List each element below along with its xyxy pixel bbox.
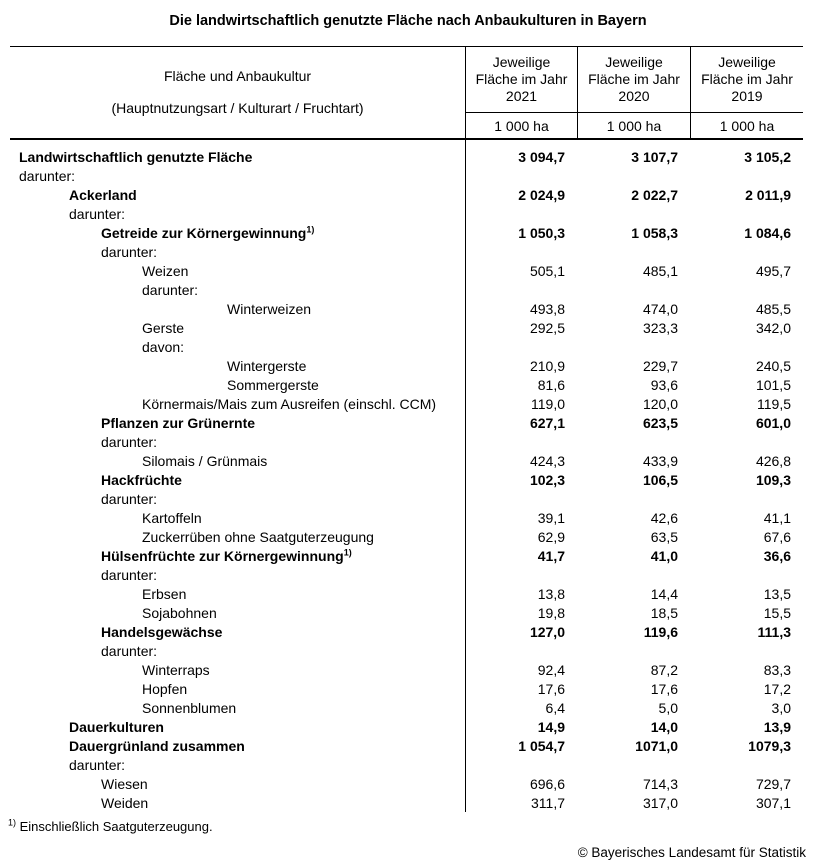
row-value-2020: 317,0 bbox=[642, 794, 678, 811]
header-col-2019-label bbox=[691, 47, 803, 113]
row-value-2019: 101,5 bbox=[755, 376, 791, 393]
table-row bbox=[10, 755, 803, 774]
table-row bbox=[10, 527, 803, 546]
row-label: Hackfrüchte bbox=[101, 471, 182, 488]
row-value-2021: 210,9 bbox=[529, 357, 565, 374]
row-label: Dauergrünland zusammen bbox=[69, 737, 245, 754]
row-label: Sonnenblumen bbox=[142, 699, 237, 716]
row-value-2019: 41,1 bbox=[763, 509, 791, 526]
row-value-2021: 493,8 bbox=[529, 300, 565, 317]
row-label: darunter: bbox=[69, 205, 126, 222]
unit-cell-2021: 1 000 ha bbox=[494, 117, 549, 134]
row-value-2021: 292,5 bbox=[529, 319, 565, 336]
row-value-2019: 240,5 bbox=[755, 357, 791, 374]
header-col-2020 bbox=[577, 47, 690, 138]
table-row bbox=[10, 280, 803, 299]
header-col1-line1: Fläche und Anbaukultur bbox=[163, 68, 312, 84]
row-value-2019: 485,5 bbox=[755, 300, 791, 317]
row-value-2020: 42,6 bbox=[650, 509, 678, 526]
row-label: Sommergerste bbox=[227, 376, 319, 393]
table-row bbox=[10, 584, 803, 603]
row-label: darunter: bbox=[101, 243, 158, 260]
row-value-2020: 229,7 bbox=[642, 357, 678, 374]
row-value-2020: 3 107,7 bbox=[631, 148, 678, 165]
table-row bbox=[10, 641, 803, 660]
row-label: darunter: bbox=[101, 642, 158, 659]
row-value-2019: 495,7 bbox=[755, 262, 791, 279]
table-row bbox=[10, 223, 803, 242]
footnote-text: Einschließlich Saatguterzeugung. bbox=[16, 819, 213, 834]
header-2019-line2: Fläche im Jahr bbox=[701, 71, 793, 87]
row-label: davon: bbox=[142, 338, 185, 355]
row-label: darunter: bbox=[142, 281, 199, 298]
row-label: Gerste bbox=[142, 319, 185, 336]
row-value-2020: 106,5 bbox=[642, 471, 678, 488]
row-value-2021: 127,0 bbox=[529, 623, 565, 640]
row-label: Dauerkulturen bbox=[69, 718, 164, 735]
row-label: Landwirtschaftlich genutzte Fläche bbox=[19, 148, 253, 165]
row-label: Wiesen bbox=[101, 775, 148, 792]
row-value-2021: 1 050,3 bbox=[518, 224, 565, 241]
row-value-2020: 93,6 bbox=[650, 376, 678, 393]
table-row bbox=[10, 394, 803, 413]
row-label: Hülsenfrüchte zur Körnergewinnung$^{1)}$ bbox=[101, 547, 352, 564]
row-label: Winterraps bbox=[142, 661, 210, 678]
row-value-2020: 14,4 bbox=[650, 585, 678, 602]
table-row bbox=[10, 679, 803, 698]
row-value-2021: 119,0 bbox=[531, 395, 565, 412]
row-value-2021: 505,1 bbox=[529, 262, 565, 279]
footnote-marker: 1) bbox=[8, 817, 17, 828]
table-row bbox=[10, 318, 803, 337]
header-2019-line1: Jeweilige bbox=[718, 54, 776, 70]
table-row bbox=[10, 622, 803, 641]
row-value-2020: 17,6 bbox=[650, 680, 678, 697]
row-value-2019: 1 084,6 bbox=[744, 224, 791, 241]
page-title: Die landwirtschaftlich genutzte Fläche nach Anbaukulturen in Bayern bbox=[169, 13, 647, 29]
table-body bbox=[10, 140, 803, 812]
row-value-2020: 119,6 bbox=[643, 623, 678, 640]
row-value-2020: 433,9 bbox=[642, 452, 678, 469]
row-value-2021: 17,6 bbox=[537, 680, 565, 697]
row-label: Pflanzen zur Grünernte bbox=[101, 414, 256, 431]
header-2020-year: 2020 bbox=[618, 88, 650, 104]
row-label: Sojabohnen bbox=[142, 604, 217, 621]
table-row bbox=[10, 432, 803, 451]
row-value-2021: 62,9 bbox=[537, 528, 565, 545]
footnote-reference: 1) bbox=[343, 547, 352, 557]
unit-cell-2019: 1 000 ha bbox=[719, 117, 775, 134]
table-row bbox=[10, 204, 803, 223]
table-row bbox=[10, 166, 803, 185]
table-row bbox=[10, 470, 803, 489]
row-value-2019: 729,7 bbox=[755, 775, 791, 792]
row-value-2021: 6,4 bbox=[545, 699, 565, 716]
table-row bbox=[10, 242, 803, 261]
row-value-2019: 13,5 bbox=[763, 585, 791, 602]
row-value-2020: 323,3 bbox=[642, 319, 678, 336]
row-value-2021: 81,6 bbox=[537, 376, 565, 393]
row-label: Weizen bbox=[142, 262, 189, 279]
header-2020-line2: Fläche im Jahr bbox=[588, 71, 680, 87]
table-row bbox=[10, 793, 803, 812]
row-value-2020: 18,5 bbox=[650, 604, 678, 621]
table-header bbox=[10, 46, 803, 140]
row-value-2021: 2 024,9 bbox=[518, 186, 565, 203]
table-row bbox=[10, 546, 803, 565]
row-value-2019: 1079,3 bbox=[748, 737, 791, 754]
row-value-2020: 120,0 bbox=[642, 395, 678, 412]
row-value-2019: 111,3 bbox=[757, 623, 791, 640]
row-label: Ackerland bbox=[69, 186, 137, 203]
header-2021-line2: Fläche im Jahr bbox=[475, 71, 568, 87]
header-2020-line1: Jeweilige bbox=[605, 54, 663, 70]
row-value-2019: 601,0 bbox=[755, 414, 791, 431]
row-value-2021: 102,3 bbox=[529, 471, 565, 488]
row-label: Silomais / Grünmais bbox=[142, 452, 268, 469]
row-value-2019: 3,0 bbox=[771, 699, 791, 716]
row-value-2021: 424,3 bbox=[529, 452, 565, 469]
row-value-2021: 627,1 bbox=[529, 414, 565, 431]
table-row bbox=[10, 147, 803, 166]
row-value-2019: 426,8 bbox=[755, 452, 791, 469]
table-row bbox=[10, 185, 803, 204]
row-label: darunter: bbox=[101, 433, 158, 450]
table-row bbox=[10, 565, 803, 584]
row-value-2020: 87,2 bbox=[650, 661, 678, 678]
row-value-2020: 41,0 bbox=[650, 547, 678, 564]
row-label: Winterweizen bbox=[227, 300, 312, 317]
row-value-2021: 41,7 bbox=[537, 547, 565, 564]
row-value-2020: 1071,0 bbox=[635, 737, 678, 754]
row-value-2021: 696,6 bbox=[529, 775, 565, 792]
table-row bbox=[10, 603, 803, 622]
table-row bbox=[10, 698, 803, 717]
row-value-2021: 39,1 bbox=[537, 509, 565, 526]
row-value-2021: 19,8 bbox=[537, 604, 565, 621]
row-label: Hopfen bbox=[142, 680, 188, 697]
row-label: Zuckerrüben ohne Saatguterzeugung bbox=[142, 528, 374, 545]
table-row bbox=[10, 717, 803, 736]
row-label: darunter: bbox=[69, 756, 126, 773]
row-value-2021: 311,7 bbox=[531, 794, 565, 811]
table-row bbox=[10, 451, 803, 470]
row-label: darunter: bbox=[101, 566, 158, 583]
header-2019-year: 2019 bbox=[731, 88, 763, 104]
header-col-2021-label bbox=[466, 47, 577, 113]
header-col-2019 bbox=[690, 47, 803, 138]
row-value-2019: 83,3 bbox=[763, 661, 791, 678]
row-value-2021: 3 094,7 bbox=[518, 148, 565, 165]
row-value-2019: 119,5 bbox=[757, 395, 791, 412]
row-value-2020: 1 058,3 bbox=[631, 224, 678, 241]
row-value-2020: 623,5 bbox=[642, 414, 678, 431]
row-value-2019: 2 011,9 bbox=[745, 186, 791, 203]
unit-cell-2020: 1 000 ha bbox=[606, 117, 662, 134]
row-label: Kartoffeln bbox=[142, 509, 202, 526]
row-value-2020: 14,0 bbox=[650, 718, 678, 735]
table-row bbox=[10, 413, 803, 432]
table-row bbox=[10, 736, 803, 755]
copyright-notice: © Bayerisches Landesamt für Statistik bbox=[577, 845, 806, 860]
row-value-2020: 485,1 bbox=[642, 262, 678, 279]
row-value-2021: 13,8 bbox=[537, 585, 565, 602]
row-label: darunter: bbox=[101, 490, 158, 507]
row-value-2020: 63,5 bbox=[650, 528, 678, 545]
row-value-2020: 5,0 bbox=[658, 699, 678, 716]
row-value-2019: 15,5 bbox=[763, 604, 791, 621]
row-value-2019: 17,2 bbox=[763, 680, 791, 697]
row-value-2021: 14,9 bbox=[537, 718, 565, 735]
header-col-flaeche-und-anbaukultur bbox=[10, 47, 465, 138]
row-value-2021: 1 054,7 bbox=[518, 737, 565, 754]
row-value-2019: 342,0 bbox=[755, 319, 791, 336]
row-label: Erbsen bbox=[142, 585, 187, 602]
row-label: Wintergerste bbox=[227, 357, 307, 374]
row-label: Weiden bbox=[101, 794, 149, 811]
table-row bbox=[10, 299, 803, 318]
row-label: Handelsgewächse bbox=[101, 623, 223, 640]
row-value-2019: 307,1 bbox=[755, 794, 791, 811]
row-value-2019: 3 105,2 bbox=[744, 148, 791, 165]
row-value-2019: 13,9 bbox=[763, 718, 791, 735]
table-row bbox=[10, 660, 803, 679]
row-value-2019: 67,6 bbox=[763, 528, 791, 545]
table-row bbox=[10, 375, 803, 394]
row-label: darunter: bbox=[19, 167, 76, 184]
row-value-2020: 474,0 bbox=[642, 300, 678, 317]
header-col-2020-label bbox=[578, 47, 690, 113]
row-value-2021: 92,4 bbox=[537, 661, 565, 678]
row-value-2020: 714,3 bbox=[642, 775, 678, 792]
row-value-2019: 36,6 bbox=[763, 547, 791, 564]
table-row bbox=[10, 774, 803, 793]
header-2021-year: 2021 bbox=[505, 88, 538, 104]
statistics-table bbox=[10, 46, 803, 812]
row-label: Getreide zur Körnergewinnung$^{1)}$ bbox=[101, 224, 315, 241]
table-row bbox=[10, 261, 803, 280]
header-2021-line1: Jeweilige bbox=[492, 54, 551, 70]
table-row bbox=[10, 337, 803, 356]
table-row bbox=[10, 508, 803, 527]
row-value-2020: 2 022,7 bbox=[631, 186, 678, 203]
table-row bbox=[10, 356, 803, 375]
footnote bbox=[8, 819, 213, 834]
header-col-2021 bbox=[465, 47, 577, 138]
table-row bbox=[10, 489, 803, 508]
row-label: Körnermais/Mais zum Ausreifen (einschl. CCM) bbox=[142, 395, 437, 412]
row-value-2019: 109,3 bbox=[755, 471, 791, 488]
header-col1-line2: (Hauptnutzungsart / Kulturart / Fruchtart) bbox=[111, 100, 364, 116]
footnote-reference: 1) bbox=[306, 224, 315, 234]
column-divider-line bbox=[465, 46, 466, 812]
